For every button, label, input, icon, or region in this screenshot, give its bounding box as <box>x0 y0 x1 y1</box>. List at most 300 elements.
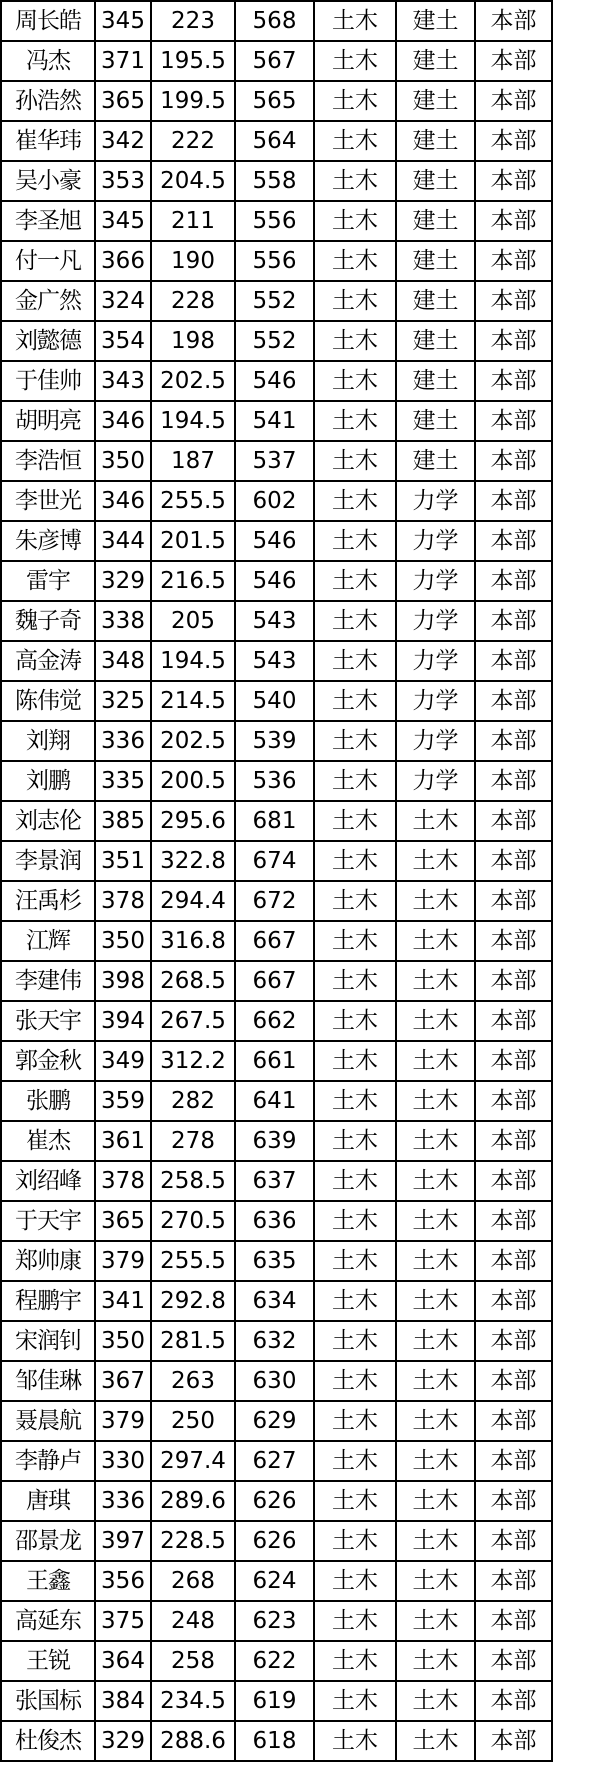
score-1-cell: 348 <box>95 641 151 681</box>
major-cell: 土木 <box>396 1361 475 1401</box>
score-1-cell: 367 <box>95 1361 151 1401</box>
total-cell: 637 <box>235 1161 314 1201</box>
total-cell: 674 <box>235 841 314 881</box>
score-2-cell: 278 <box>151 1121 235 1161</box>
score-1-cell: 351 <box>95 841 151 881</box>
campus-cell: 本部 <box>475 521 552 561</box>
score-2-cell: 322.8 <box>151 841 235 881</box>
name-cell: 陈伟觉 <box>1 681 95 721</box>
college-cell: 土木 <box>314 1721 396 1761</box>
name-cell: 邹佳琳 <box>1 1361 95 1401</box>
name-cell: 郭金秋 <box>1 1041 95 1081</box>
college-cell: 土木 <box>314 361 396 401</box>
college-cell: 土木 <box>314 241 396 281</box>
score-1-cell: 345 <box>95 1 151 41</box>
score-1-cell: 336 <box>95 1481 151 1521</box>
score-1-cell: 394 <box>95 1001 151 1041</box>
table-row <box>1 281 552 321</box>
name-cell: 刘志伦 <box>1 801 95 841</box>
college-cell: 土木 <box>314 1441 396 1481</box>
total-cell: 630 <box>235 1361 314 1401</box>
major-cell: 土木 <box>396 801 475 841</box>
major-cell: 力学 <box>396 601 475 641</box>
major-cell: 建土 <box>396 121 475 161</box>
table-row <box>1 1201 552 1241</box>
score-1-cell: 342 <box>95 121 151 161</box>
table-row <box>1 1561 552 1601</box>
score-1-cell: 359 <box>95 1081 151 1121</box>
major-cell: 土木 <box>396 1161 475 1201</box>
college-cell: 土木 <box>314 1161 396 1201</box>
total-cell: 635 <box>235 1241 314 1281</box>
college-cell: 土木 <box>314 81 396 121</box>
score-2-cell: 267.5 <box>151 1001 235 1041</box>
name-cell: 程鹏宇 <box>1 1281 95 1321</box>
score-2-cell: 234.5 <box>151 1681 235 1721</box>
score-1-cell: 397 <box>95 1521 151 1561</box>
table-body <box>1 1 552 1761</box>
total-cell: 636 <box>235 1201 314 1241</box>
college-cell: 土木 <box>314 601 396 641</box>
campus-cell: 本部 <box>475 1081 552 1121</box>
total-cell: 546 <box>235 521 314 561</box>
total-cell: 536 <box>235 761 314 801</box>
score-1-cell: 384 <box>95 1681 151 1721</box>
table-row <box>1 561 552 601</box>
name-cell: 魏子奇 <box>1 601 95 641</box>
table-row <box>1 121 552 161</box>
college-cell: 土木 <box>314 681 396 721</box>
table-row <box>1 521 552 561</box>
score-1-cell: 336 <box>95 721 151 761</box>
table-row <box>1 1161 552 1201</box>
score-1-cell: 353 <box>95 161 151 201</box>
score-2-cell: 211 <box>151 201 235 241</box>
score-2-cell: 228 <box>151 281 235 321</box>
major-cell: 土木 <box>396 1041 475 1081</box>
major-cell: 土木 <box>396 1681 475 1721</box>
score-2-cell: 281.5 <box>151 1321 235 1361</box>
total-cell: 626 <box>235 1481 314 1521</box>
campus-cell: 本部 <box>475 961 552 1001</box>
campus-cell: 本部 <box>475 641 552 681</box>
campus-cell: 本部 <box>475 1441 552 1481</box>
score-1-cell: 329 <box>95 561 151 601</box>
campus-cell: 本部 <box>475 401 552 441</box>
score-2-cell: 258 <box>151 1641 235 1681</box>
score-2-cell: 295.6 <box>151 801 235 841</box>
total-cell: 619 <box>235 1681 314 1721</box>
major-cell: 力学 <box>396 641 475 681</box>
name-cell: 江辉 <box>1 921 95 961</box>
campus-cell: 本部 <box>475 121 552 161</box>
score-2-cell: 187 <box>151 441 235 481</box>
score-2-cell: 316.8 <box>151 921 235 961</box>
table-row <box>1 1001 552 1041</box>
major-cell: 力学 <box>396 761 475 801</box>
name-cell: 刘翔 <box>1 721 95 761</box>
college-cell: 土木 <box>314 1241 396 1281</box>
campus-cell: 本部 <box>475 681 552 721</box>
major-cell: 建土 <box>396 441 475 481</box>
table-row <box>1 1681 552 1721</box>
score-1-cell: 345 <box>95 201 151 241</box>
score-2-cell: 214.5 <box>151 681 235 721</box>
name-cell: 周长皓 <box>1 1 95 41</box>
name-cell: 冯杰 <box>1 41 95 81</box>
score-2-cell: 288.6 <box>151 1721 235 1761</box>
campus-cell: 本部 <box>475 1321 552 1361</box>
college-cell: 土木 <box>314 1 396 41</box>
score-2-cell: 255.5 <box>151 481 235 521</box>
table-row <box>1 1 552 41</box>
major-cell: 土木 <box>396 1321 475 1361</box>
college-cell: 土木 <box>314 161 396 201</box>
campus-cell: 本部 <box>475 761 552 801</box>
major-cell: 土木 <box>396 1601 475 1641</box>
score-1-cell: 364 <box>95 1641 151 1681</box>
name-cell: 高延东 <box>1 1601 95 1641</box>
total-cell: 565 <box>235 81 314 121</box>
campus-cell: 本部 <box>475 1561 552 1601</box>
table-row <box>1 1241 552 1281</box>
total-cell: 632 <box>235 1321 314 1361</box>
name-cell: 崔华玮 <box>1 121 95 161</box>
major-cell: 土木 <box>396 1561 475 1601</box>
score-2-cell: 263 <box>151 1361 235 1401</box>
score-1-cell: 346 <box>95 481 151 521</box>
score-2-cell: 268.5 <box>151 961 235 1001</box>
table-row <box>1 201 552 241</box>
score-1-cell: 343 <box>95 361 151 401</box>
campus-cell: 本部 <box>475 41 552 81</box>
college-cell: 土木 <box>314 801 396 841</box>
name-cell: 崔杰 <box>1 1121 95 1161</box>
campus-cell: 本部 <box>475 481 552 521</box>
score-1-cell: 324 <box>95 281 151 321</box>
table-row <box>1 721 552 761</box>
college-cell: 土木 <box>314 481 396 521</box>
score-2-cell: 201.5 <box>151 521 235 561</box>
score-2-cell: 250 <box>151 1401 235 1441</box>
major-cell: 力学 <box>396 521 475 561</box>
campus-cell: 本部 <box>475 81 552 121</box>
table-row <box>1 1361 552 1401</box>
table-row <box>1 41 552 81</box>
campus-cell: 本部 <box>475 1601 552 1641</box>
name-cell: 李浩恒 <box>1 441 95 481</box>
score-2-cell: 312.2 <box>151 1041 235 1081</box>
table-row <box>1 641 552 681</box>
campus-cell: 本部 <box>475 1 552 41</box>
campus-cell: 本部 <box>475 1361 552 1401</box>
campus-cell: 本部 <box>475 1721 552 1761</box>
table-row <box>1 681 552 721</box>
name-cell: 朱彦博 <box>1 521 95 561</box>
table-row <box>1 841 552 881</box>
table-row <box>1 1601 552 1641</box>
major-cell: 建土 <box>396 241 475 281</box>
total-cell: 568 <box>235 1 314 41</box>
campus-cell: 本部 <box>475 1681 552 1721</box>
score-2-cell: 195.5 <box>151 41 235 81</box>
campus-cell: 本部 <box>475 281 552 321</box>
campus-cell: 本部 <box>475 241 552 281</box>
total-cell: 556 <box>235 241 314 281</box>
name-cell: 李圣旭 <box>1 201 95 241</box>
table-row <box>1 1081 552 1121</box>
total-cell: 667 <box>235 921 314 961</box>
score-2-cell: 194.5 <box>151 401 235 441</box>
college-cell: 土木 <box>314 1641 396 1681</box>
college-cell: 土木 <box>314 1361 396 1401</box>
table-row <box>1 1521 552 1561</box>
major-cell: 建土 <box>396 201 475 241</box>
campus-cell: 本部 <box>475 841 552 881</box>
total-cell: 661 <box>235 1041 314 1081</box>
campus-cell: 本部 <box>475 801 552 841</box>
table-row <box>1 801 552 841</box>
name-cell: 李静卢 <box>1 1441 95 1481</box>
name-cell: 张国标 <box>1 1681 95 1721</box>
campus-cell: 本部 <box>475 361 552 401</box>
college-cell: 土木 <box>314 881 396 921</box>
campus-cell: 本部 <box>475 1401 552 1441</box>
table-row <box>1 1321 552 1361</box>
score-1-cell: 378 <box>95 881 151 921</box>
name-cell: 刘鹏 <box>1 761 95 801</box>
total-cell: 626 <box>235 1521 314 1561</box>
score-2-cell: 202.5 <box>151 361 235 401</box>
score-1-cell: 335 <box>95 761 151 801</box>
campus-cell: 本部 <box>475 1521 552 1561</box>
score-1-cell: 350 <box>95 921 151 961</box>
major-cell: 土木 <box>396 1721 475 1761</box>
score-2-cell: 270.5 <box>151 1201 235 1241</box>
college-cell: 土木 <box>314 1281 396 1321</box>
total-cell: 623 <box>235 1601 314 1641</box>
name-cell: 孙浩然 <box>1 81 95 121</box>
name-cell: 于天宇 <box>1 1201 95 1241</box>
score-1-cell: 379 <box>95 1241 151 1281</box>
total-cell: 662 <box>235 1001 314 1041</box>
major-cell: 力学 <box>396 681 475 721</box>
major-cell: 土木 <box>396 1081 475 1121</box>
score-2-cell: 205 <box>151 601 235 641</box>
score-2-cell: 200.5 <box>151 761 235 801</box>
table-row <box>1 161 552 201</box>
total-cell: 667 <box>235 961 314 1001</box>
college-cell: 土木 <box>314 1201 396 1241</box>
table-row <box>1 241 552 281</box>
college-cell: 土木 <box>314 321 396 361</box>
name-cell: 雷宇 <box>1 561 95 601</box>
total-cell: 564 <box>235 121 314 161</box>
major-cell: 建土 <box>396 81 475 121</box>
table-row <box>1 1281 552 1321</box>
score-1-cell: 325 <box>95 681 151 721</box>
campus-cell: 本部 <box>475 601 552 641</box>
name-cell: 付一凡 <box>1 241 95 281</box>
name-cell: 郑帅康 <box>1 1241 95 1281</box>
name-cell: 金广然 <box>1 281 95 321</box>
total-cell: 541 <box>235 401 314 441</box>
college-cell: 土木 <box>314 1321 396 1361</box>
score-2-cell: 194.5 <box>151 641 235 681</box>
total-cell: 556 <box>235 201 314 241</box>
name-cell: 邵景龙 <box>1 1521 95 1561</box>
score-2-cell: 199.5 <box>151 81 235 121</box>
total-cell: 639 <box>235 1121 314 1161</box>
score-1-cell: 329 <box>95 1721 151 1761</box>
score-2-cell: 223 <box>151 1 235 41</box>
major-cell: 建土 <box>396 281 475 321</box>
total-cell: 552 <box>235 281 314 321</box>
campus-cell: 本部 <box>475 161 552 201</box>
total-cell: 672 <box>235 881 314 921</box>
name-cell: 王鑫 <box>1 1561 95 1601</box>
table-row <box>1 1041 552 1081</box>
score-2-cell: 282 <box>151 1081 235 1121</box>
major-cell: 土木 <box>396 1121 475 1161</box>
major-cell: 土木 <box>396 1481 475 1521</box>
college-cell: 土木 <box>314 281 396 321</box>
campus-cell: 本部 <box>475 921 552 961</box>
score-2-cell: 248 <box>151 1601 235 1641</box>
table-row <box>1 881 552 921</box>
total-cell: 567 <box>235 41 314 81</box>
campus-cell: 本部 <box>475 321 552 361</box>
campus-cell: 本部 <box>475 1481 552 1521</box>
name-cell: 汪禹杉 <box>1 881 95 921</box>
name-cell: 张鹏 <box>1 1081 95 1121</box>
score-2-cell: 268 <box>151 1561 235 1601</box>
total-cell: 602 <box>235 481 314 521</box>
total-cell: 622 <box>235 1641 314 1681</box>
campus-cell: 本部 <box>475 1041 552 1081</box>
name-cell: 李建伟 <box>1 961 95 1001</box>
major-cell: 土木 <box>396 1201 475 1241</box>
score-1-cell: 398 <box>95 961 151 1001</box>
name-cell: 杜俊杰 <box>1 1721 95 1761</box>
table-row <box>1 921 552 961</box>
score-2-cell: 216.5 <box>151 561 235 601</box>
name-cell: 张天宇 <box>1 1001 95 1041</box>
total-cell: 539 <box>235 721 314 761</box>
campus-cell: 本部 <box>475 1121 552 1161</box>
college-cell: 土木 <box>314 1401 396 1441</box>
college-cell: 土木 <box>314 121 396 161</box>
name-cell: 宋润钊 <box>1 1321 95 1361</box>
name-cell: 李景润 <box>1 841 95 881</box>
name-cell: 李世光 <box>1 481 95 521</box>
major-cell: 土木 <box>396 961 475 1001</box>
table-row <box>1 1481 552 1521</box>
table-row <box>1 761 552 801</box>
major-cell: 土木 <box>396 1441 475 1481</box>
campus-cell: 本部 <box>475 1201 552 1241</box>
college-cell: 土木 <box>314 441 396 481</box>
score-1-cell: 378 <box>95 1161 151 1201</box>
total-cell: 558 <box>235 161 314 201</box>
table-row <box>1 321 552 361</box>
score-2-cell: 202.5 <box>151 721 235 761</box>
total-cell: 552 <box>235 321 314 361</box>
major-cell: 土木 <box>396 1001 475 1041</box>
score-1-cell: 371 <box>95 41 151 81</box>
college-cell: 土木 <box>314 1081 396 1121</box>
score-2-cell: 258.5 <box>151 1161 235 1201</box>
major-cell: 力学 <box>396 481 475 521</box>
campus-cell: 本部 <box>475 1161 552 1201</box>
total-cell: 618 <box>235 1721 314 1761</box>
score-1-cell: 379 <box>95 1401 151 1441</box>
score-1-cell: 385 <box>95 801 151 841</box>
college-cell: 土木 <box>314 1001 396 1041</box>
college-cell: 土木 <box>314 401 396 441</box>
campus-cell: 本部 <box>475 1241 552 1281</box>
major-cell: 建土 <box>396 401 475 441</box>
major-cell: 建土 <box>396 41 475 81</box>
major-cell: 土木 <box>396 1401 475 1441</box>
score-1-cell: 349 <box>95 1041 151 1081</box>
total-cell: 634 <box>235 1281 314 1321</box>
major-cell: 土木 <box>396 881 475 921</box>
major-cell: 建土 <box>396 1 475 41</box>
score-1-cell: 365 <box>95 81 151 121</box>
college-cell: 土木 <box>314 521 396 561</box>
college-cell: 土木 <box>314 1121 396 1161</box>
total-cell: 629 <box>235 1401 314 1441</box>
major-cell: 土木 <box>396 1521 475 1561</box>
name-cell: 王锐 <box>1 1641 95 1681</box>
table-row <box>1 361 552 401</box>
table-row <box>1 1401 552 1441</box>
name-cell: 吴小豪 <box>1 161 95 201</box>
score-2-cell: 228.5 <box>151 1521 235 1561</box>
college-cell: 土木 <box>314 1601 396 1641</box>
total-cell: 540 <box>235 681 314 721</box>
campus-cell: 本部 <box>475 201 552 241</box>
score-1-cell: 341 <box>95 1281 151 1321</box>
major-cell: 土木 <box>396 1241 475 1281</box>
college-cell: 土木 <box>314 961 396 1001</box>
table-row <box>1 1441 552 1481</box>
college-cell: 土木 <box>314 1681 396 1721</box>
name-cell: 聂晨航 <box>1 1401 95 1441</box>
total-cell: 546 <box>235 561 314 601</box>
major-cell: 建土 <box>396 161 475 201</box>
total-cell: 624 <box>235 1561 314 1601</box>
score-1-cell: 356 <box>95 1561 151 1601</box>
campus-cell: 本部 <box>475 721 552 761</box>
college-cell: 土木 <box>314 41 396 81</box>
score-1-cell: 350 <box>95 441 151 481</box>
table-row <box>1 961 552 1001</box>
total-cell: 681 <box>235 801 314 841</box>
table-row <box>1 1121 552 1161</box>
major-cell: 力学 <box>396 561 475 601</box>
score-1-cell: 346 <box>95 401 151 441</box>
score-1-cell: 366 <box>95 241 151 281</box>
score-2-cell: 198 <box>151 321 235 361</box>
total-cell: 543 <box>235 641 314 681</box>
campus-cell: 本部 <box>475 1281 552 1321</box>
table-row <box>1 601 552 641</box>
table-row <box>1 81 552 121</box>
score-2-cell: 292.8 <box>151 1281 235 1321</box>
major-cell: 土木 <box>396 1281 475 1321</box>
